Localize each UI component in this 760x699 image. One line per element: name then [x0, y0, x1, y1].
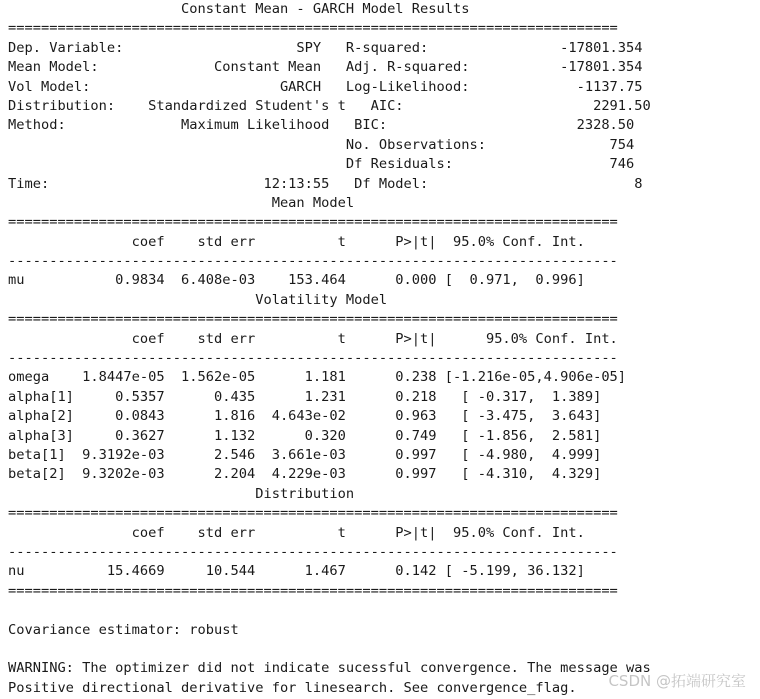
output-line: nu 15.4669 10.544 1.467 0.142 [ -5.199, 36.132]	[8, 563, 585, 580]
output-line: Distribution	[8, 485, 355, 502]
output-line: --------------------------------------------------------------------------	[8, 253, 618, 270]
output-line: No. Observations: 754	[8, 136, 635, 153]
output-line: ==========================================================================	[8, 505, 618, 522]
output-line: ==========================================================================	[8, 214, 618, 231]
output-line	[8, 601, 651, 620]
output-line: coef std err t P>|t| 95.0% Conf. Int.	[8, 330, 618, 347]
output-line: Dep. Variable: SPY R-squared: -17801.354	[8, 39, 643, 56]
output-line: coef std err t P>|t| 95.0% Conf. Int.	[8, 524, 585, 541]
output-line: Mean Model: Constant Mean Adj. R-squared: -17801.354	[8, 59, 643, 76]
output-line: ==========================================================================	[8, 20, 618, 37]
output-line: omega 1.8447e-05 1.562e-05 1.181 0.238 [-1.216e-05,4.906e-05]	[8, 369, 627, 386]
output-line: alpha[3] 0.3627 1.132 0.320 0.749 [ -1.856, 2.581]	[8, 427, 602, 444]
output-line: Time: 12:13:55 Df Model: 8	[8, 175, 643, 192]
output-line: coef std err t P>|t| 95.0% Conf. Int.	[8, 233, 585, 250]
output-line: Positive directional derivative for linesearch. See convergence_flag.	[8, 679, 577, 696]
output-line: WARNING: The optimizer did not indicate sucessful convergence. The message was	[8, 660, 651, 677]
output-line: ==========================================================================	[8, 311, 618, 328]
output-line: mu 0.9834 6.408e-03 153.464 0.000 [ 0.971, 0.996]	[8, 272, 585, 289]
output-line: --------------------------------------------------------------------------	[8, 350, 618, 367]
output-line: beta[1] 9.3192e-03 2.546 3.661e-03 0.997 [ -4.980, 4.999]	[8, 446, 602, 463]
output-line: alpha[1] 0.5357 0.435 1.231 0.218 [ -0.317, 1.389]	[8, 388, 602, 405]
output-line: Constant Mean - GARCH Model Results	[8, 1, 470, 17]
output-line: Covariance estimator: robust	[8, 621, 239, 638]
output-line: Df Residuals: 746	[8, 156, 635, 173]
output-line: Volatility Model	[8, 291, 388, 308]
output-line: alpha[2] 0.0843 1.816 4.643e-02 0.963 [ -3.475, 3.643]	[8, 408, 602, 425]
output-line: Method: Maximum Likelihood BIC: 2328.50	[8, 117, 635, 134]
output-line: --------------------------------------------------------------------------	[8, 543, 618, 560]
output-line: ==========================================================================	[8, 582, 618, 599]
output-line: Mean Model	[8, 194, 355, 211]
output-line	[8, 640, 651, 659]
output-line: beta[2] 9.3202e-03 2.204 4.229e-03 0.997 [ -4.310, 4.329]	[8, 466, 602, 483]
output-line: Vol Model: GARCH Log-Likelihood: -1137.75	[8, 78, 643, 95]
model-results-output	[8, 0, 651, 698]
output-line: Distribution: Standardized Student's t AIC: 2291.50	[8, 97, 651, 114]
csdn-watermark: CSDN @拓端研究室	[608, 672, 746, 690]
